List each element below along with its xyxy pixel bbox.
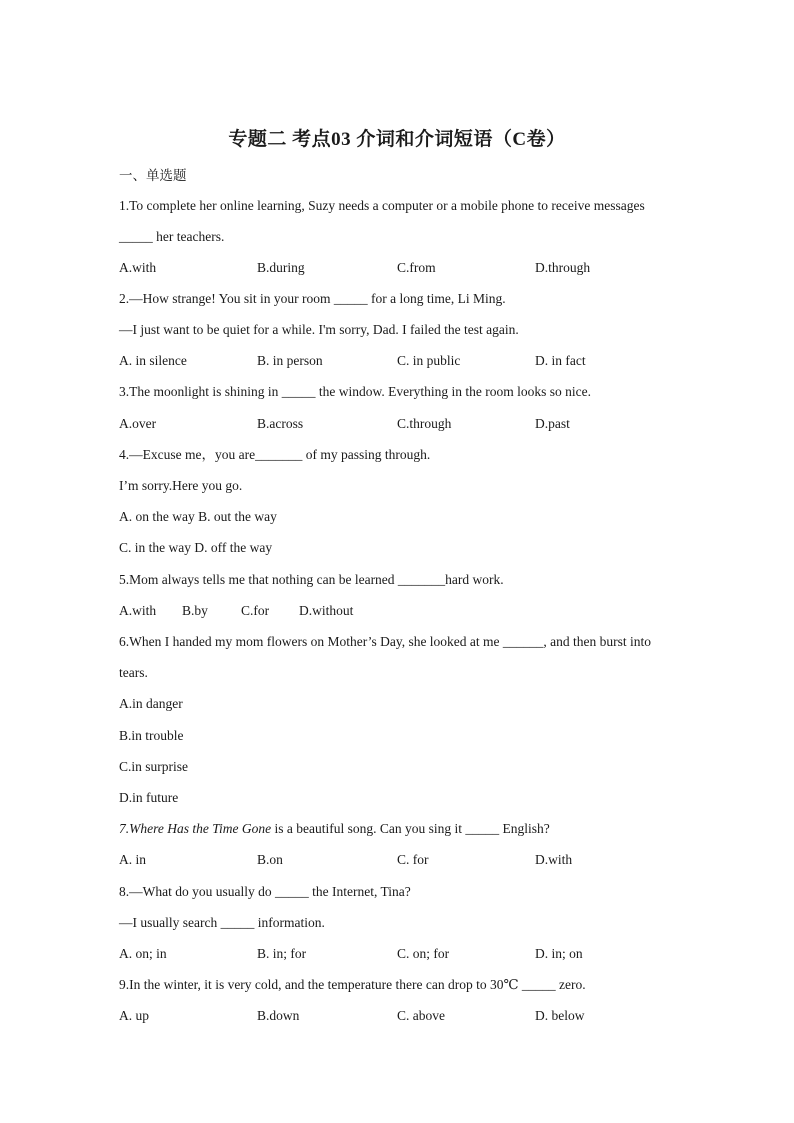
question-2-option-a: A. in silence xyxy=(119,353,187,368)
question-7-stem-rest: is a beautiful song. Can you sing it _____ English? xyxy=(271,821,550,836)
section-heading: 一、单选题 xyxy=(119,168,187,183)
question-3-stem: 3.The moonlight is shining in _____ the window. Everything in the room looks so nice. xyxy=(119,384,591,399)
question-3-option-b: B.across xyxy=(257,416,304,431)
question-6-option-c: C.in surprise xyxy=(119,759,188,774)
question-5-option-b: B.by xyxy=(182,603,208,618)
question-3-option-a: A.over xyxy=(119,416,157,431)
question-6-option-d: D.in future xyxy=(119,790,179,805)
question-9-option-c: C. above xyxy=(397,1008,445,1023)
question-2-option-b: B. in person xyxy=(257,353,323,368)
question-7-stem xyxy=(119,820,550,838)
question-4-options-a: A. on the way B. out the way xyxy=(119,509,277,524)
question-2-option-d: D. in fact xyxy=(535,353,586,368)
question-7-option-b: B.on xyxy=(257,852,283,867)
question-1-option-c: C.from xyxy=(397,260,436,275)
question-7-option-c: C. for xyxy=(397,852,429,867)
question-4-stem-b: I’m sorry.Here you go. xyxy=(119,478,243,493)
question-2-stem-b: —I just want to be quiet for a while. I'm sorry, Dad. I failed the test again. xyxy=(119,322,519,337)
question-2-option-c: C. in public xyxy=(397,353,461,368)
question-4-stem-a: 4.—Excuse me，you are_______ of my passing through. xyxy=(119,447,431,462)
question-8-option-a: A. on; in xyxy=(119,946,167,961)
question-7-option-d: D.with xyxy=(535,852,573,867)
question-8-stem-b: —I usually search _____ information. xyxy=(119,915,325,930)
question-4-options-b: C. in the way D. off the way xyxy=(119,540,273,555)
question-3-option-c: C.through xyxy=(397,416,452,431)
question-1-option-d: D.through xyxy=(535,260,591,275)
question-5-stem: 5.Mom always tells me that nothing can be learned _______hard work. xyxy=(119,572,504,587)
question-3-option-d: D.past xyxy=(535,416,570,431)
question-7-option-a: A. in xyxy=(119,852,146,867)
question-8-option-c: C. on; for xyxy=(397,946,450,961)
question-8-stem-a: 8.—What do you usually do _____ the Internet, Tina? xyxy=(119,884,411,899)
question-6-option-a: A.in danger xyxy=(119,696,183,711)
question-6-stem-a: 6.When I handed my mom flowers on Mother’s Day, she looked at me ______, and then burst into xyxy=(119,634,652,649)
question-8-option-d: D. in; on xyxy=(535,946,583,961)
question-5-option-a: A.with xyxy=(119,603,157,618)
question-9-stem: 9.In the winter, it is very cold, and the temperature there can drop to 30℃ _____ zero. xyxy=(119,977,586,992)
question-9-option-b: B.down xyxy=(257,1008,300,1023)
question-9-option-d: D. below xyxy=(535,1008,585,1023)
question-7-song-title: Where Has the Time Gone xyxy=(129,821,272,836)
page-title: 专题二 考点03 介词和介词短语（C卷） xyxy=(228,129,566,150)
question-1-option-b: B.during xyxy=(257,260,305,275)
question-6-stem-b: tears. xyxy=(119,665,148,680)
question-6-option-b: B.in trouble xyxy=(119,728,184,743)
question-7-number: 7. xyxy=(119,821,130,836)
question-9-option-a: A. up xyxy=(119,1008,149,1023)
question-1-stem-b: _____ her teachers. xyxy=(119,229,225,244)
question-1-stem-a: 1.To complete her online learning, Suzy needs a computer or a mobile phone to receive messages xyxy=(119,198,645,213)
question-1-option-a: A.with xyxy=(119,260,157,275)
question-5-option-d: D.without xyxy=(299,603,354,618)
question-8-option-b: B. in; for xyxy=(257,946,307,961)
question-2-stem-a: 2.—How strange! You sit in your room _____ for a long time, Li Ming. xyxy=(119,291,506,306)
question-5-option-c: C.for xyxy=(241,603,270,618)
